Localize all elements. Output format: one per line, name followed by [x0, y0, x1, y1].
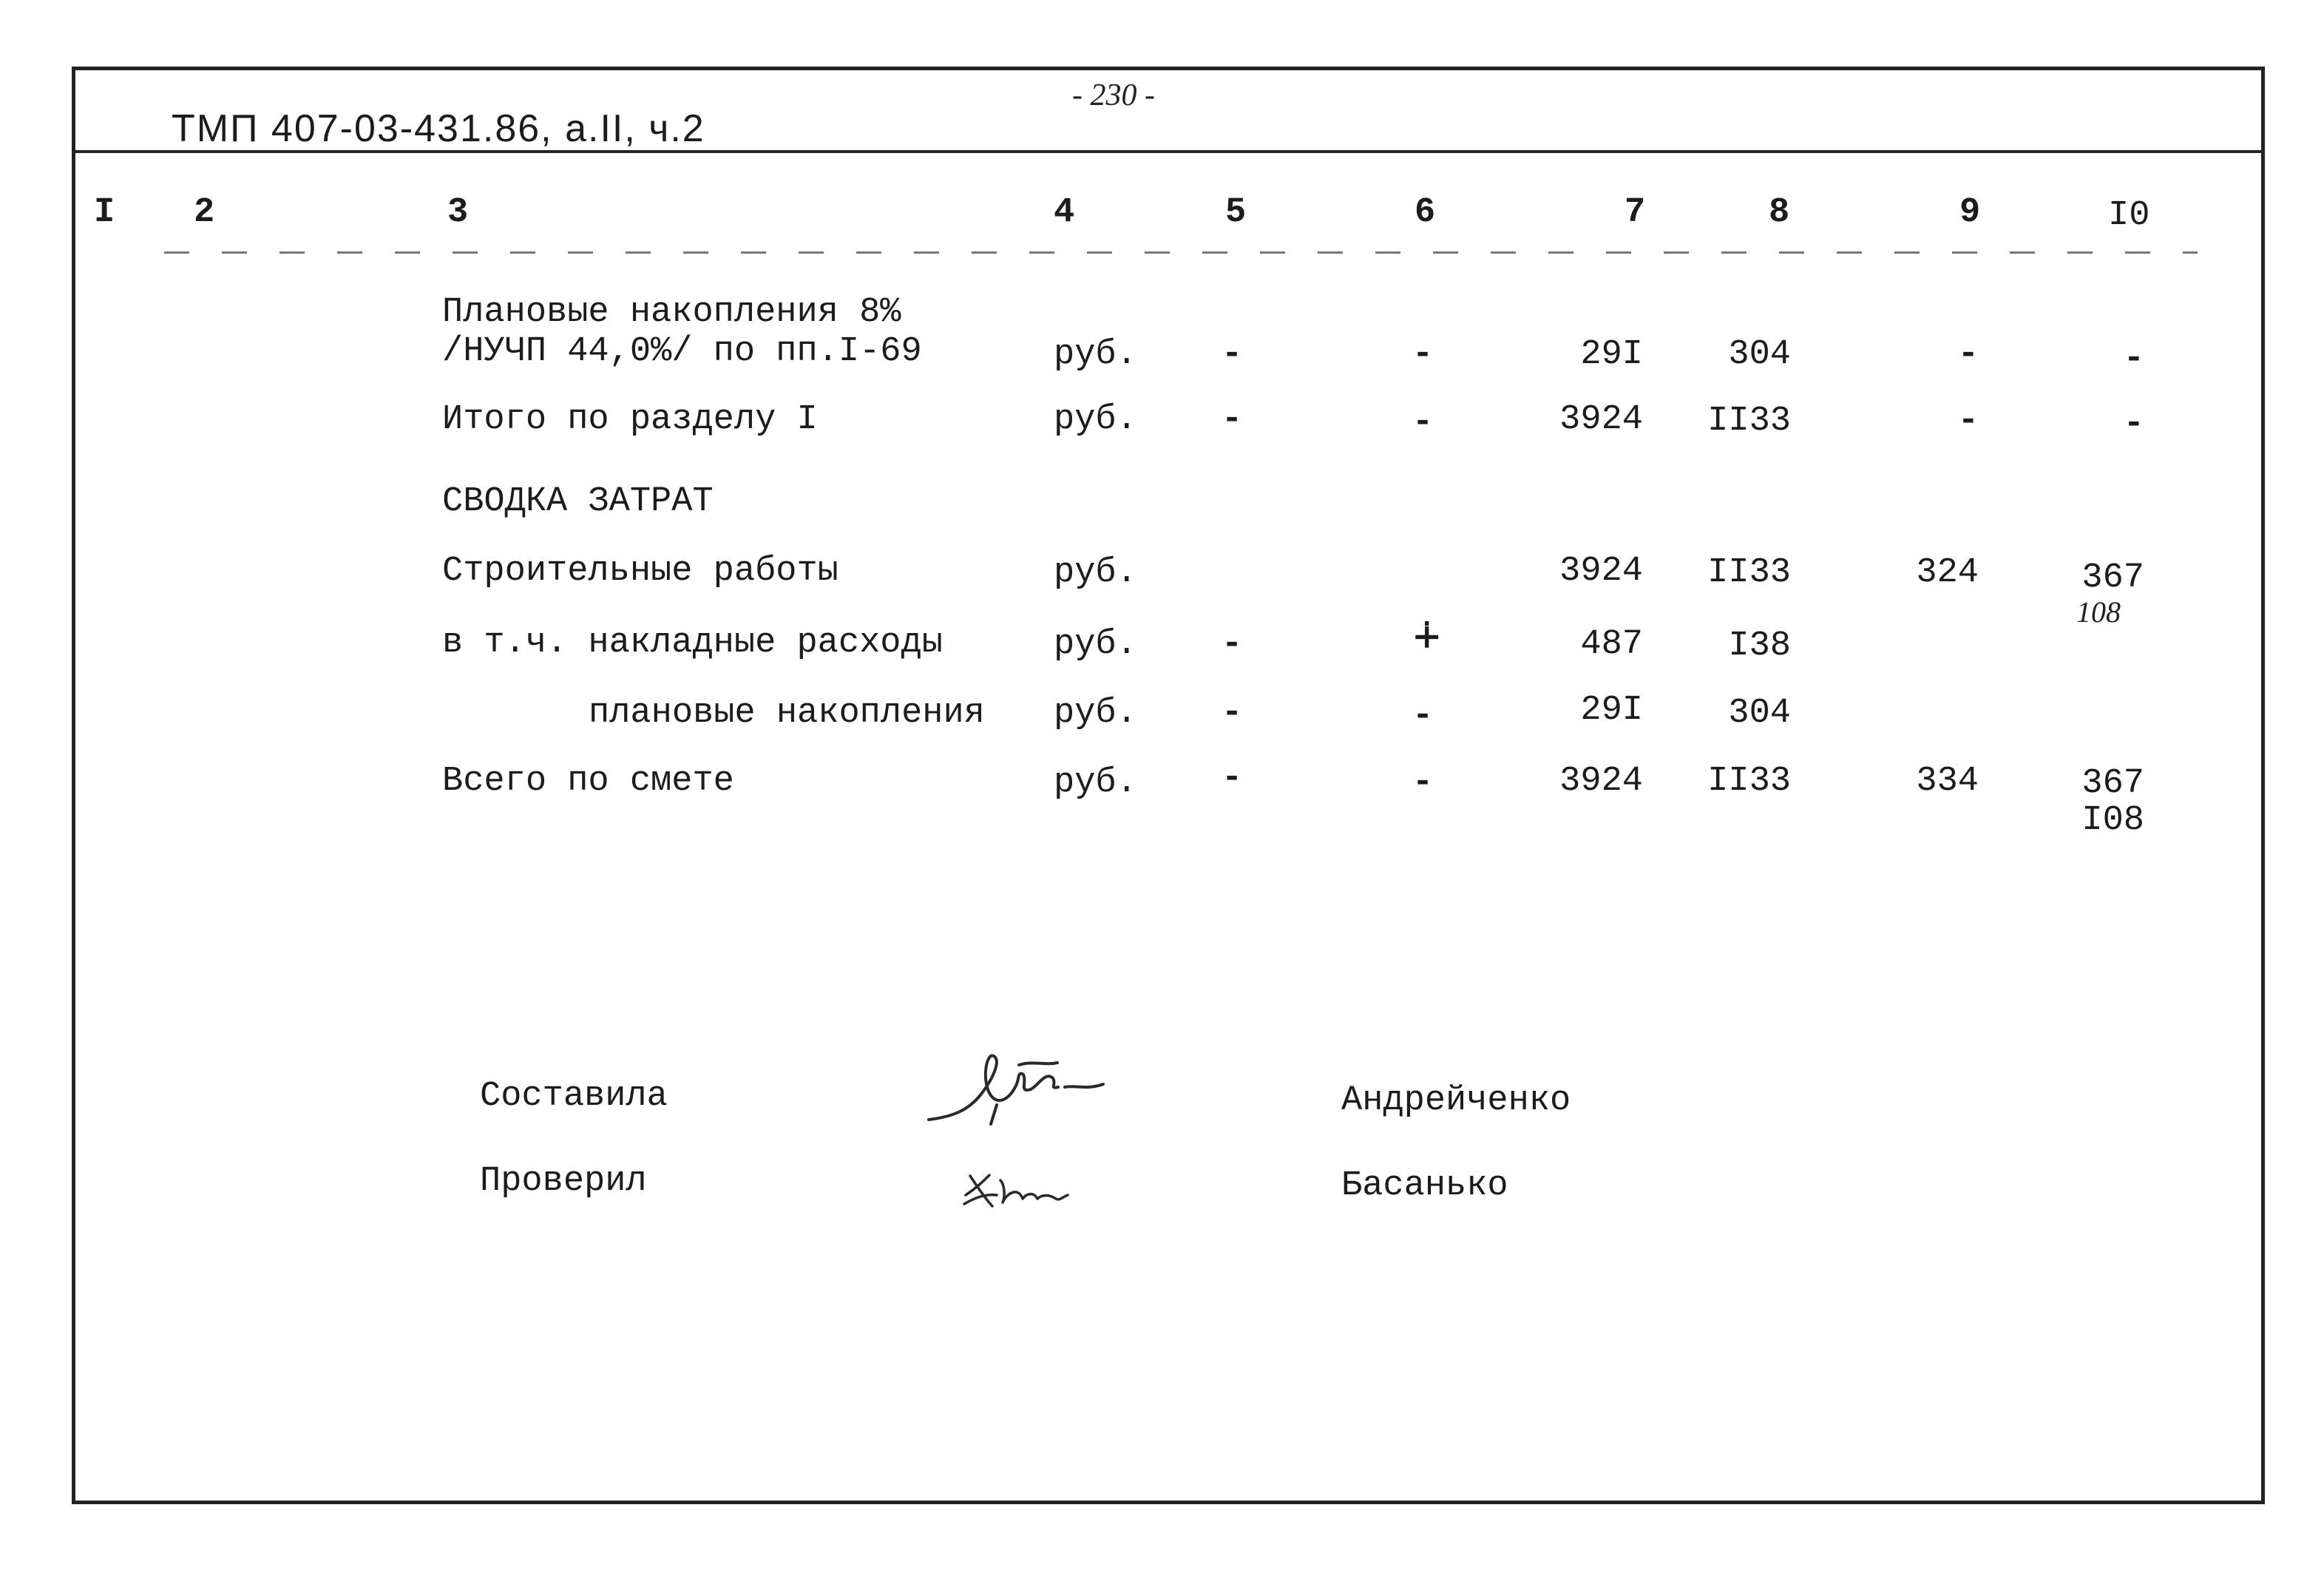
row-name: Всего по смете [442, 762, 734, 801]
row-col8: II33 [1707, 553, 1791, 592]
row-col8: II33 [1707, 402, 1791, 441]
row-col7: 3924 [1559, 552, 1643, 591]
signature-name-checked: Басанько [1341, 1166, 1508, 1205]
handwritten-signature [923, 1049, 1122, 1131]
column-header-3: 3 [447, 193, 469, 232]
row-col6: ∔ [1412, 619, 1442, 658]
row-col5: - [1222, 335, 1243, 374]
row-col10-line1: 367 [2081, 764, 2144, 803]
row-col5: - [1222, 759, 1243, 798]
row-col10: - [2123, 405, 2144, 444]
row-col7: 487 [1580, 625, 1643, 664]
row-col10: 367 [2081, 558, 2144, 598]
row-col5: - [1222, 694, 1243, 733]
row-col6: - [1412, 697, 1434, 736]
row-name: Итого по разделу I [442, 400, 818, 439]
row-name: плановые накопления [589, 694, 985, 733]
row-col8: 304 [1728, 694, 1791, 733]
row-col6: - [1412, 403, 1434, 442]
header-divider [72, 150, 2265, 153]
row-col7: 29I [1580, 335, 1643, 374]
row-col7: 29I [1580, 691, 1643, 730]
column-header-10: I0 [2108, 196, 2150, 235]
row-name-line2: /НУЧП 44,0%/ по пп.I-69 [442, 332, 922, 371]
column-header-8: 8 [1769, 193, 1790, 232]
row-col8: 304 [1728, 335, 1791, 374]
row-col7: 3924 [1559, 762, 1643, 801]
row-unit: руб. [1054, 553, 1137, 592]
row-name: Строительные работы [442, 552, 839, 591]
column-header-2: 2 [194, 193, 215, 232]
row-col7: 3924 [1559, 400, 1643, 439]
handwritten-note: 108 [2076, 595, 2121, 629]
signature-role-compiled: Составила [480, 1077, 668, 1116]
row-name: в т.ч. накладные расходы [442, 623, 943, 663]
row-col6: - [1412, 763, 1434, 802]
page-number: - 230 - [1072, 78, 1155, 112]
row-col6: - [1412, 335, 1434, 374]
document-code: ТМП 407-03-431.86, а.II, ч.2 [172, 107, 705, 150]
column-header-4: 4 [1054, 193, 1075, 232]
row-col9: - [1957, 402, 1979, 441]
column-header-6: 6 [1415, 193, 1436, 232]
column-header-7: 7 [1625, 193, 1646, 232]
row-col5: - [1222, 625, 1243, 664]
signature-name-compiled: Андрейченко [1341, 1081, 1571, 1120]
handwritten-signature [958, 1164, 1071, 1211]
row-col10-line2: I08 [2081, 801, 2144, 840]
row-unit: руб. [1054, 400, 1137, 439]
row-col8: II33 [1707, 762, 1791, 801]
row-col9: 334 [1916, 762, 1979, 801]
column-header-5: 5 [1225, 193, 1247, 232]
row-col10: - [2123, 339, 2144, 379]
row-unit: руб. [1054, 694, 1137, 733]
row-col9: - [1957, 335, 1979, 374]
row-unit: руб. [1054, 335, 1137, 374]
row-name-line1: Плановые накопления 8% [442, 293, 901, 332]
signature-role-checked: Проверил [480, 1162, 647, 1201]
section-title: СВОДКА ЗАТРАТ [442, 482, 714, 521]
row-col9: 324 [1916, 553, 1979, 592]
column-header-rule [164, 251, 2198, 254]
column-header-9: 9 [1959, 193, 1981, 232]
row-unit: руб. [1054, 763, 1137, 802]
row-col8: I38 [1728, 626, 1791, 666]
row-unit: руб. [1054, 625, 1137, 664]
column-header-1: I [94, 193, 115, 232]
row-col5: - [1222, 400, 1243, 439]
